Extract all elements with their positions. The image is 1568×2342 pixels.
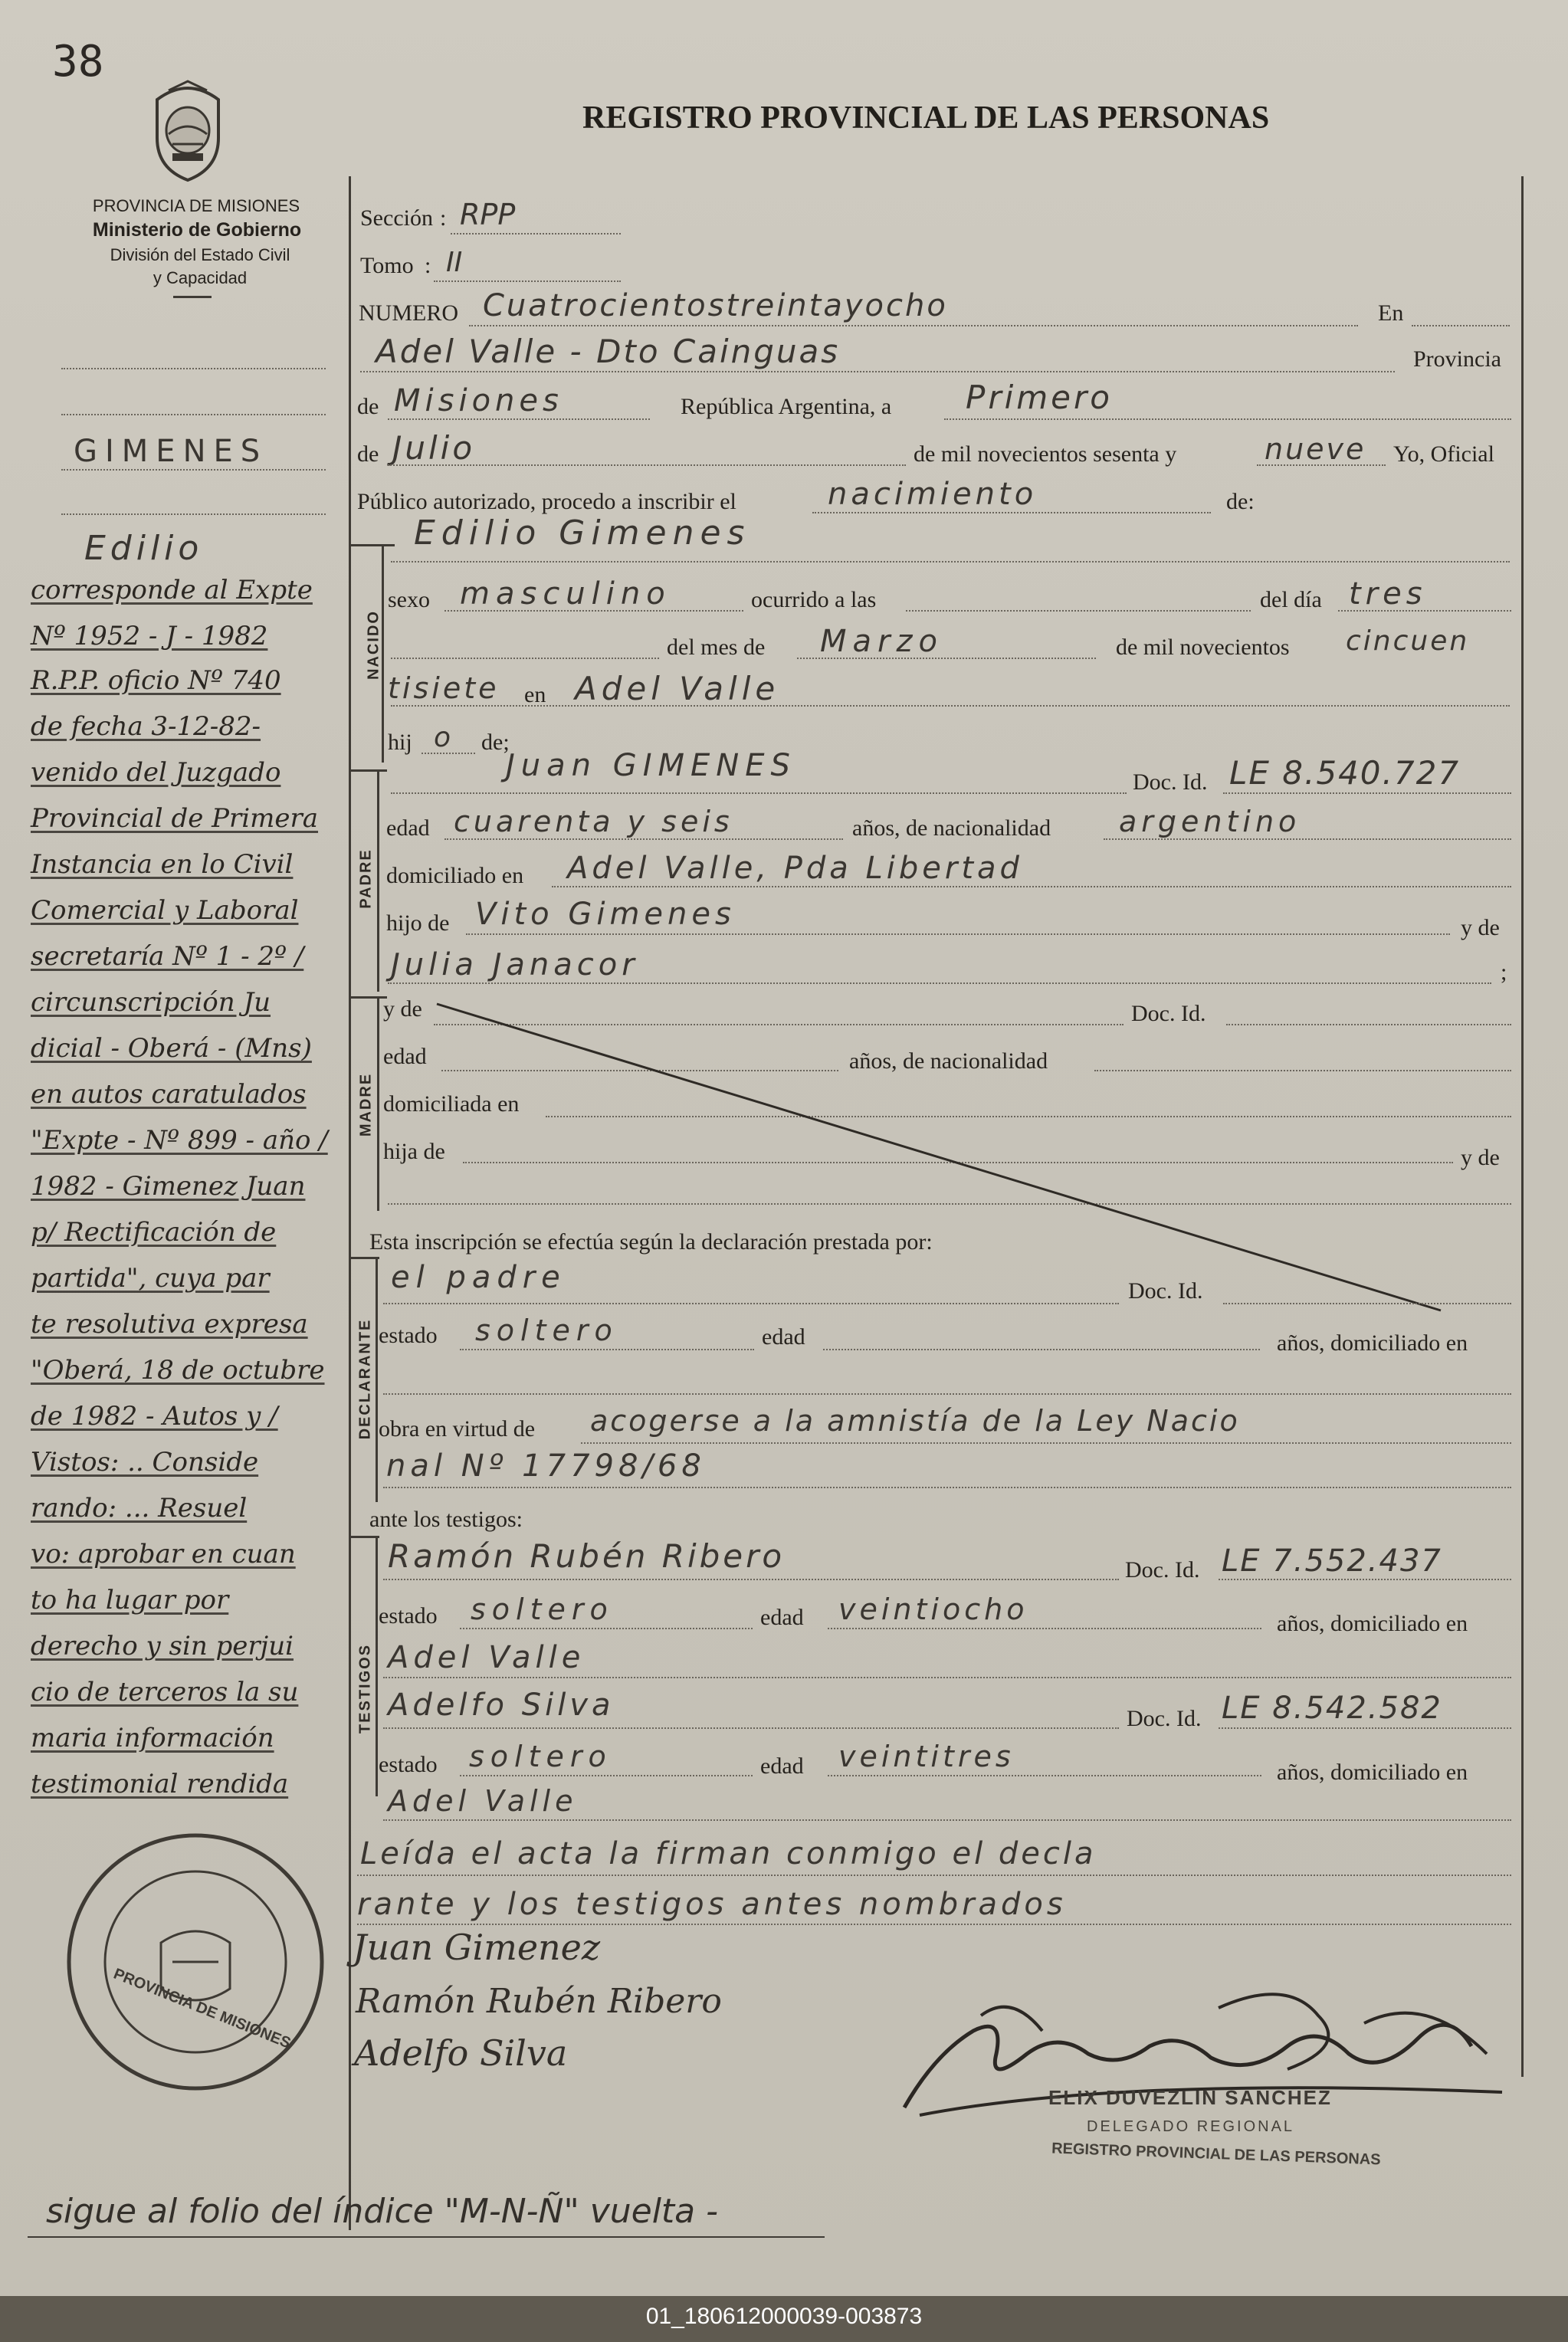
sexo-label: sexo — [388, 587, 430, 612]
testigo2-estado-label: estado — [379, 1752, 438, 1777]
padre-doc: LE 8.540.727 — [1229, 754, 1461, 792]
provincia-label: Provincia — [1413, 346, 1501, 372]
margin-note-line: maria información — [31, 1723, 274, 1753]
margin-note-line: 1982 - Gimenez Juan — [31, 1171, 306, 1202]
republica-label: República Argentina, a — [681, 394, 892, 419]
nacido-en-label: en — [524, 682, 546, 707]
lugar-value: Adel Valle - Dto Cainguas — [376, 333, 841, 370]
oficial-label: Yo, Oficial — [1393, 441, 1494, 467]
del-dia-label: del día — [1260, 587, 1322, 612]
declarante-label: DECLARANTE — [356, 1318, 374, 1440]
acto-value: nacimiento — [828, 477, 1038, 512]
signature-ramon: Ramón Rubén Ribero — [356, 1982, 722, 2021]
padre-hijo-line — [466, 933, 1450, 935]
sexo-line — [444, 610, 743, 612]
declarante-estado-label: estado — [379, 1323, 438, 1348]
margin-note-line: de fecha 3-12-82- — [31, 711, 261, 742]
dia-value: Primero — [966, 379, 1113, 416]
padre-edad: cuarenta y seis — [454, 805, 733, 838]
nacido-blank-line — [391, 658, 659, 659]
declarante-doc-line — [1223, 1303, 1511, 1304]
declarante-anios-label: años, domiciliado en — [1277, 1330, 1468, 1356]
signature-juan: Juan Gimenez — [353, 1927, 601, 1968]
declarante-intro: Esta inscripción se efectúa según la declaración prestada por: — [369, 1229, 933, 1255]
closing-line-1: Leída el acta la firman conmigo el decla — [360, 1836, 1097, 1871]
bottom-note-rule — [28, 2236, 825, 2238]
testigo2-domicilio-line — [383, 1819, 1511, 1821]
dia-line — [944, 418, 1511, 420]
madre-bracket — [349, 996, 387, 999]
nacido-dia-line — [1338, 610, 1511, 612]
padre-nacionalidad-line — [1104, 838, 1511, 840]
declarante-edad-line — [823, 1349, 1260, 1350]
testigo2-domicilio: Adel Valle — [388, 1784, 578, 1818]
margin-note-line: circunscripción Ju — [31, 987, 271, 1018]
de-label-2: de — [357, 441, 379, 467]
testigo2-doc: LE 8.542.582 — [1222, 1691, 1442, 1726]
testigo2-edad: veintitres — [838, 1740, 1015, 1773]
testigo1-name-line — [383, 1579, 1119, 1580]
tomo-value: II — [446, 247, 463, 278]
testigo2-edad-line — [828, 1775, 1261, 1776]
nacido-name-line — [391, 561, 1510, 563]
margin-line — [61, 368, 326, 369]
closing-line-rule-2 — [357, 1924, 1511, 1925]
madre-side — [377, 996, 379, 1211]
bottom-note: sigue al folio del índice "M-N-Ñ" vuelta - — [46, 2192, 718, 2231]
official-role: DELEGADO REGIONAL — [1087, 2118, 1295, 2135]
numero-label: NUMERO — [359, 300, 459, 326]
margin-note-line: partida", cuya par — [31, 1263, 270, 1294]
madre-y-de-label-2: y de — [1461, 1145, 1500, 1170]
mes-value: Julio — [392, 429, 476, 467]
register-page: 38 PROVINCIA DE MISIONES Ministerio de Gobierno División del Estado Civil y Capacidad REGISTRO PROVINCIAL DE LAS PERSONAS GIMENES Edilio corresponde al Expte Nº 1952 - J - 1982 R.P.P. oficio Nº 740 de fecha 3-12-82- venido del Juzgado Provincial de Primera Instancia en lo Civil Comercial y Laboral secretaría Nº 1 - 2º / circunscripción Ju dicial - Oberá - (Mns) en autos caratulados "Expte - Nº 899 - año / 1982 - Gimenez Juan p/ Rectificación de partida", cuya par te resolutiva expresa "Oberá, 18 de octubre de 1982 - Autos y / Vistos: .. Conside rando: ... Resuel vo: aprobar en cuan to ha lugar por derecho y sin perjui cio de terceros la su maria información testimonial rendida PROVINCIA DE MISIONES sigue al folio del índice "M-N-Ñ" vuelta - Sección : RPP Tomo : II NUMERO Cuatrocientostreintayocho En Adel Valle - Dto Cainguas Provincia de Misiones República Argentina, a Primero de Julio de mil novecientos sesenta y nueve Yo, Oficial Público autorizado, procedo a inscribir el nacimiento de: NACIDO Edilio Gimenes sexo masculino ocurrido a las del día tres del mes de Marzo de mil novecientos cincuen tisiete en Adel Valle hij o de; PADRE Juan GIMENES Doc. Id. LE 8.540.727 edad cuarenta y seis años, de nacionalidad argentino domiciliado en Adel Valle, Pda Libertad hijo de Vito Gimenes y de Julia Janacor ; MADRE y de Doc. Id. edad años, de nacionalidad domiciliada en hija de y de Esta inscripción se efectúa según la declaración prestada por: DECLARANTE el padre Doc. Id. estado soltero edad años, domiciliado en obra en virtud de acogerse a la amnistía de la Ley Nacio nal Nº 17798/68 ante los testigos: TESTIGOS Ramón Rubén Ribero Doc. Id. LE 7.552.437 estado soltero edad veintiocho años, domiciliado en Adel Valle Adelfo Silva Doc. Id. LE 8.542.582 estado soltero edad veintitres años, domiciliado en Adel Valle Leída el acta la firman conmigo el decla rante y los testigos antes nombrados Juan Gimenez Ramón Rubén Ribero Adelfo Silva ELIX DUVEZLIN SANCHEZ DELEGADO REGIONAL REGISTRO PROVINCIAL DE LAS PERSONAS — [0, 0, 1568, 2296]
hij-value: o — [434, 722, 451, 753]
madre-y-de-label: y de — [383, 996, 422, 1022]
testigo2-anios-label: años, domiciliado en — [1277, 1760, 1468, 1785]
testigo1-edad-line — [828, 1628, 1261, 1629]
margin-given-name: Edilio — [84, 529, 204, 568]
padre-anios-label: años, de nacionalidad — [852, 815, 1051, 841]
declarante-estado-line — [460, 1349, 754, 1350]
testigo1-anios-label: años, domiciliado en — [1277, 1611, 1468, 1636]
declarante-obra-line-2 — [383, 1487, 1511, 1488]
margin-note-line: Nº 1952 - J - 1982 — [31, 621, 268, 651]
signature-adelfo: Adelfo Silva — [354, 2032, 568, 2074]
de-label: de — [357, 394, 379, 419]
padre-y-de-label: y de — [1461, 915, 1500, 940]
tomo-line — [434, 280, 621, 282]
declarante-doc-label: Doc. Id. — [1128, 1278, 1203, 1304]
publico-label: Público autorizado, procedo a inscribir el — [357, 489, 736, 514]
margin-note-line: "Oberá, 18 de octubre — [31, 1355, 325, 1386]
margin-note-line: venido del Juzgado — [31, 757, 281, 788]
nacido-anio-b: tisiete — [388, 671, 500, 705]
padre-edad-label: edad — [386, 815, 430, 841]
testigo2-doc-label: Doc. Id. — [1127, 1706, 1202, 1731]
numero-line — [469, 325, 1358, 326]
padre-domicilio: Adel Valle, Pda Libertad — [567, 851, 1023, 886]
madre-anios-label: años, de nacionalidad — [849, 1048, 1048, 1074]
declarante-side — [376, 1257, 378, 1502]
padre-side — [377, 769, 379, 992]
madre-hija-label: hija de — [383, 1139, 445, 1164]
official-signature — [889, 1962, 1517, 2138]
provincia-line — [388, 418, 650, 420]
coat-of-arms-icon — [146, 77, 230, 184]
testigo2-estado: soltero — [469, 1740, 612, 1773]
hij-line — [422, 753, 475, 754]
padre-name-line — [391, 792, 1127, 794]
margin-note-line: de 1982 - Autos y / — [31, 1401, 278, 1432]
nacido-dia: tres — [1349, 576, 1427, 612]
margin-note-line: te resolutiva expresa — [31, 1309, 308, 1340]
ocurrido-label: ocurrido a las — [751, 587, 877, 612]
margin-note-line: vo: aprobar en cuan — [31, 1539, 296, 1570]
testigo2-name-line — [383, 1727, 1119, 1729]
declarante-name-line — [383, 1303, 1119, 1304]
provincia-value: Misiones — [394, 383, 563, 418]
padre-domicilio-line — [552, 886, 1511, 887]
madre-domicilio-label: domiciliada en — [383, 1091, 520, 1117]
padre-domicilio-label: domiciliado en — [386, 863, 524, 888]
testigo1-doc: LE 7.552.437 — [1222, 1543, 1442, 1579]
margin-note-line: derecho y sin perjui — [31, 1631, 294, 1661]
en-line — [1412, 325, 1510, 326]
margin-note-line: Vistos: .. Conside — [31, 1447, 259, 1478]
declarante-edad-label: edad — [762, 1324, 805, 1350]
testigo1-estado: soltero — [471, 1592, 614, 1626]
lugar-line — [360, 371, 1395, 372]
nacido-name: Edilio Gimenes — [414, 513, 751, 553]
testigo2-estado-line — [460, 1775, 753, 1776]
margin-note-line: secretaría Nº 1 - 2º / — [31, 941, 304, 972]
madre-strike-line — [429, 996, 1456, 1318]
margin-note-line: dicial - Oberá - (Mns) — [31, 1033, 312, 1064]
testigos-intro: ante los testigos: — [369, 1507, 523, 1532]
nacido-label: NACIDO — [365, 610, 382, 680]
authority-line-1: PROVINCIA DE MISIONES — [92, 196, 300, 215]
testigo2-name: Adelfo Silva — [388, 1688, 615, 1723]
closing-line-2: rante y los testigos antes nombrados — [357, 1887, 1067, 1922]
margin-note-line: Provincial de Primera — [31, 803, 319, 834]
nacido-bracket — [349, 544, 395, 546]
testigo2-doc-line — [1219, 1727, 1511, 1729]
testigo1-doc-label: Doc. Id. — [1125, 1557, 1200, 1583]
padre-madre: Julia Janacor — [391, 947, 639, 982]
testigo2-edad-label: edad — [760, 1753, 804, 1779]
authority-line-2: Ministerio de Gobierno — [92, 219, 302, 241]
padre-name: Juan GIMENES — [506, 748, 796, 783]
margin-note-line: "Expte - Nº 899 - año / — [31, 1125, 328, 1156]
padre-madre-line — [388, 982, 1491, 984]
right-edge-rule — [1521, 176, 1524, 2077]
margin-stamp — [61, 1828, 330, 2096]
margin-surname: GIMENES — [74, 434, 268, 469]
page-number: 38 — [52, 37, 104, 87]
padre-hijo-label: hijo de — [386, 910, 450, 936]
margin-note-line: testimonial rendida — [31, 1769, 289, 1799]
margin-line — [61, 469, 326, 471]
nacido-lugar-line — [391, 705, 1510, 707]
padre-hijo: Vito Gimenes — [475, 897, 736, 932]
margin-note-line: rando: ... Resuel — [31, 1493, 248, 1524]
declarante-obra-a: acogerse a la amnistía de la Ley Nacio — [590, 1404, 1240, 1438]
declarante-bracket — [349, 1257, 379, 1259]
declarante-obra-label: obra en virtud de — [379, 1416, 536, 1442]
testigos-side — [376, 1536, 378, 1796]
page-title: REGISTRO PROVINCIAL DE LAS PERSONAS — [582, 100, 1270, 136]
padre-label: PADRE — [357, 848, 375, 909]
padre-semicolon: ; — [1501, 959, 1507, 985]
testigo1-doc-line — [1219, 1579, 1511, 1580]
nacido-de-label: de; — [481, 730, 510, 755]
acto-line — [812, 512, 1211, 513]
authority-line-3: División del Estado Civil — [110, 245, 290, 264]
madre-edad-label: edad — [383, 1044, 427, 1069]
margin-line — [61, 513, 326, 515]
margin-line — [61, 414, 326, 415]
margin-note-line: to ha lugar por — [31, 1585, 229, 1615]
testigo1-edad: veintiocho — [838, 1592, 1028, 1626]
mes-line — [388, 464, 906, 466]
declarante-domicilio-line — [383, 1393, 1511, 1395]
testigo1-estado-label: estado — [379, 1603, 438, 1629]
hora-line — [906, 610, 1251, 612]
declarante-obra-b: nal Nº 17798/68 — [386, 1448, 706, 1484]
numero-value: Cuatrocientostreintayocho — [483, 288, 948, 323]
testigo1-domicilio-line — [383, 1677, 1511, 1678]
seccion-value: RPP — [460, 198, 516, 231]
margin-note-line: Instancia en lo Civil — [31, 849, 294, 880]
testigo1-domicilio: Adel Valle — [388, 1640, 586, 1675]
de-colon: de: — [1226, 489, 1255, 514]
nacido-mes: Marzo — [820, 624, 943, 659]
closing-line-rule-1 — [357, 1875, 1511, 1876]
nacido-anio-a: cincuen — [1346, 625, 1470, 657]
hij-label: hij — [388, 730, 412, 755]
authority-line-4: y Capacidad — [153, 268, 248, 287]
testigos-bracket — [349, 1536, 379, 1538]
padre-nacionalidad: argentino — [1119, 805, 1301, 838]
margin-note-line: en autos caratulados — [31, 1079, 307, 1110]
nacido-mes-line — [797, 658, 1096, 659]
official-office: REGISTRO PROVINCIAL DE LAS PERSONAS — [1051, 2140, 1381, 2169]
margin-note-line: R.P.P. oficio Nº 740 — [31, 665, 281, 696]
seccion-label: Sección — [360, 205, 433, 231]
madre-doc-label: Doc. Id. — [1131, 1001, 1206, 1026]
declarante-obra-line — [581, 1442, 1511, 1444]
declarante-name: el padre — [391, 1260, 566, 1295]
margin-stamp-label: PROVINCIA DE MISIONES — [111, 1965, 294, 2052]
margin-note-line: Comercial y Laboral — [31, 895, 299, 926]
padre-edad-line — [444, 838, 843, 840]
seccion-line — [451, 233, 621, 235]
padre-doc-label: Doc. Id. — [1133, 769, 1208, 795]
testigo1-edad-label: edad — [760, 1605, 804, 1630]
tomo-label: Tomo — [360, 253, 414, 278]
sexo-value: masculino — [460, 576, 671, 612]
del-mes-label: del mes de — [667, 635, 766, 660]
margin-note-line: corresponde al Expte — [31, 575, 313, 605]
margin-note-line: p/ Rectificación de — [31, 1217, 277, 1248]
authority-divider — [173, 296, 212, 298]
testigo1-name: Ramón Rubén Ribero — [388, 1537, 786, 1575]
margin-note-line: cio de terceros la su — [31, 1677, 299, 1707]
en-label: En — [1378, 300, 1404, 326]
testigos-label: TESTIGOS — [356, 1643, 374, 1734]
anio-value: nueve — [1265, 432, 1366, 466]
declarante-estado: soltero — [475, 1314, 618, 1347]
testigo1-estado-line — [460, 1628, 753, 1629]
anio-label: de mil novecientos sesenta y — [914, 441, 1177, 467]
official-name: ELIX DUVEZLIN SANCHEZ — [1048, 2086, 1332, 2109]
nacido-lugar: Adel Valle — [575, 670, 780, 707]
madre-label: MADRE — [357, 1072, 375, 1137]
padre-doc-line — [1223, 792, 1511, 794]
left-column-rule — [349, 176, 351, 2230]
mil-label: de mil novecientos — [1116, 635, 1290, 660]
padre-bracket — [349, 769, 387, 772]
file-id: 01_180612000039-003873 — [645, 2304, 923, 2329]
anio-line — [1257, 464, 1386, 466]
